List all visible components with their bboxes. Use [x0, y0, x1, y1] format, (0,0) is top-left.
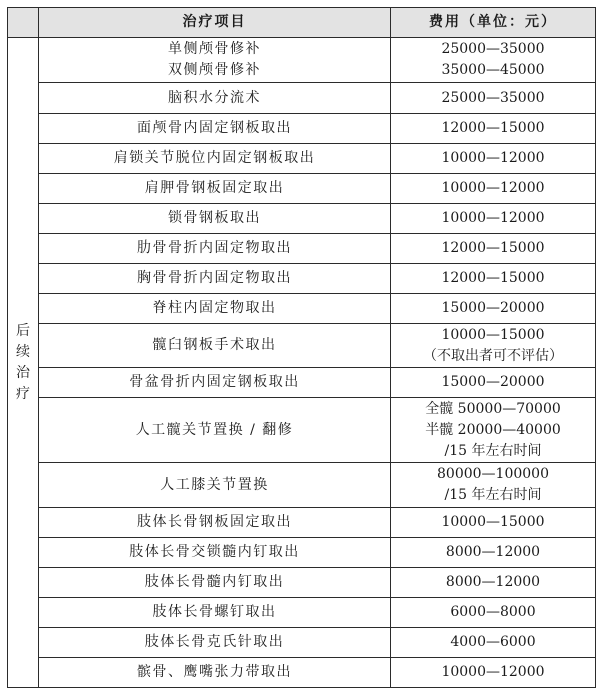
- fee-value: 全髋 50000—70000: [425, 400, 561, 417]
- table-row: [8, 114, 596, 144]
- header-item: 治疗项目: [39, 8, 391, 38]
- treatment-item: 肢体长骨螺钉取出: [152, 604, 277, 620]
- fee-value: 25000—35000: [441, 89, 545, 106]
- category-char: 治: [16, 364, 30, 381]
- fee-cell: [391, 398, 596, 463]
- fee-value: 6000—8000: [450, 604, 536, 620]
- treatment-item: 人工膝关节置换: [160, 476, 269, 493]
- table-header-row: [8, 8, 596, 38]
- treatment-item: 肩锁关节脱位内固定钢板取出: [113, 150, 316, 166]
- fee-value: /15 年左右时间: [444, 487, 542, 503]
- fee-cell: [391, 368, 596, 398]
- category-char: 疗: [16, 385, 30, 402]
- fee-cell: [391, 264, 596, 294]
- treatment-item-cell: [39, 174, 391, 204]
- fee-cell: [391, 294, 596, 324]
- fee-value: 10000—12000: [441, 664, 545, 680]
- treatment-item: 肋骨骨折内固定物取出: [137, 240, 292, 256]
- treatment-item: 单侧颅骨修补: [168, 41, 261, 57]
- fee-value: 10000—15000: [441, 326, 545, 343]
- fee-value: 35000—45000: [441, 62, 545, 78]
- treatment-item-cell: [39, 294, 391, 324]
- treatment-item-cell: [39, 628, 391, 658]
- fee-cell: [391, 324, 596, 368]
- fee-value: 8000—12000: [445, 574, 541, 590]
- category-char: 后: [16, 322, 30, 339]
- treatment-item-cell: [39, 368, 391, 398]
- treatment-item-cell: [39, 83, 391, 114]
- treatment-item: 肢体长骨克氏针取出: [144, 634, 285, 650]
- treatment-item-cell: [39, 598, 391, 628]
- fee-cell: [391, 114, 596, 144]
- table-row: [8, 174, 596, 204]
- category-cell: [8, 38, 39, 688]
- fee-value: 80000—100000: [437, 466, 549, 482]
- fee-value: 8000—12000: [445, 544, 541, 560]
- table-row: [8, 294, 596, 324]
- fee-value: 10000—12000: [441, 180, 545, 196]
- fee-value: /15 年左右时间: [444, 442, 542, 459]
- fee-cell: [391, 174, 596, 204]
- fee-table: [7, 7, 596, 688]
- fee-value: 4000—6000: [450, 634, 536, 650]
- treatment-item: 肢体长骨交锁髓内钉取出: [129, 544, 300, 560]
- table-row: [8, 264, 596, 294]
- fee-cell: [391, 628, 596, 658]
- fee-cell: [391, 658, 596, 688]
- treatment-item-cell: [39, 144, 391, 174]
- table-row: [8, 568, 596, 598]
- treatment-item: 肢体长骨钢板固定取出: [137, 514, 292, 530]
- treatment-item: 脊柱内固定物取出: [152, 300, 277, 316]
- treatment-item-cell: [39, 38, 391, 83]
- treatment-item-cell: [39, 114, 391, 144]
- fee-value: 10000—12000: [441, 210, 545, 226]
- treatment-item: 肢体长骨髓内钉取出: [144, 574, 285, 590]
- table-row: [8, 234, 596, 264]
- fee-cell: [391, 598, 596, 628]
- treatment-item: 锁骨钢板取出: [168, 210, 261, 226]
- fee-cell: [391, 144, 596, 174]
- header-blank-cell: [8, 8, 39, 38]
- table-body: [8, 38, 596, 688]
- table-row: [8, 463, 596, 508]
- fee-value: （不取出者可不评估）: [423, 347, 563, 364]
- table-row: [8, 628, 596, 658]
- fee-cell: [391, 38, 596, 83]
- fee-value: 半髋 20000—40000: [425, 421, 561, 438]
- table-row: [8, 144, 596, 174]
- treatment-item: 髌骨、鹰嘴张力带取出: [137, 664, 292, 680]
- treatment-item-cell: [39, 204, 391, 234]
- treatment-item: 双侧颅骨修补: [168, 62, 261, 78]
- category-char: 续: [16, 343, 30, 360]
- treatment-item-cell: [39, 264, 391, 294]
- treatment-item: 肩胛骨钢板固定取出: [144, 180, 285, 196]
- treatment-item: 胸骨骨折内固定物取出: [137, 270, 292, 286]
- fee-cell: [391, 568, 596, 598]
- fee-value: 25000—35000: [441, 41, 545, 57]
- treatment-item: 脑积水分流术: [168, 89, 261, 106]
- table-row: [8, 204, 596, 234]
- table-row: [8, 324, 596, 368]
- fee-value: 12000—15000: [441, 240, 545, 256]
- treatment-item: 骨盆骨折内固定钢板取出: [129, 374, 300, 390]
- table-row: [8, 83, 596, 114]
- table-row: [8, 38, 596, 83]
- treatment-item: 人工髋关节置换 / 翻修: [135, 421, 294, 438]
- fee-value: 10000—12000: [441, 150, 545, 166]
- treatment-item: 髋臼钢板手术取出: [152, 337, 277, 353]
- treatment-item: 面颅骨内固定钢板取出: [137, 120, 292, 136]
- fee-value: 12000—15000: [441, 120, 545, 136]
- table-row: [8, 398, 596, 463]
- fee-value: 10000—15000: [441, 514, 545, 530]
- treatment-item-cell: [39, 463, 391, 508]
- table-row: [8, 538, 596, 568]
- treatment-item-cell: [39, 398, 391, 463]
- treatment-item-cell: [39, 324, 391, 368]
- treatment-item-cell: [39, 538, 391, 568]
- treatment-item-cell: [39, 234, 391, 264]
- fee-value: 15000—20000: [441, 300, 545, 316]
- fee-cell: [391, 83, 596, 114]
- treatment-item-cell: [39, 658, 391, 688]
- fee-value: 12000—15000: [441, 270, 545, 286]
- fee-cell: [391, 234, 596, 264]
- fee-cell: [391, 538, 596, 568]
- fee-cell: [391, 204, 596, 234]
- fee-cell: [391, 463, 596, 508]
- table-row: [8, 598, 596, 628]
- table-row: [8, 658, 596, 688]
- fee-cell: [391, 508, 596, 538]
- treatment-item-cell: [39, 508, 391, 538]
- header-fee: 费用（单位：元）: [391, 8, 596, 38]
- fee-value: 15000—20000: [441, 374, 545, 390]
- table-row: [8, 368, 596, 398]
- table-row: [8, 508, 596, 538]
- treatment-item-cell: [39, 568, 391, 598]
